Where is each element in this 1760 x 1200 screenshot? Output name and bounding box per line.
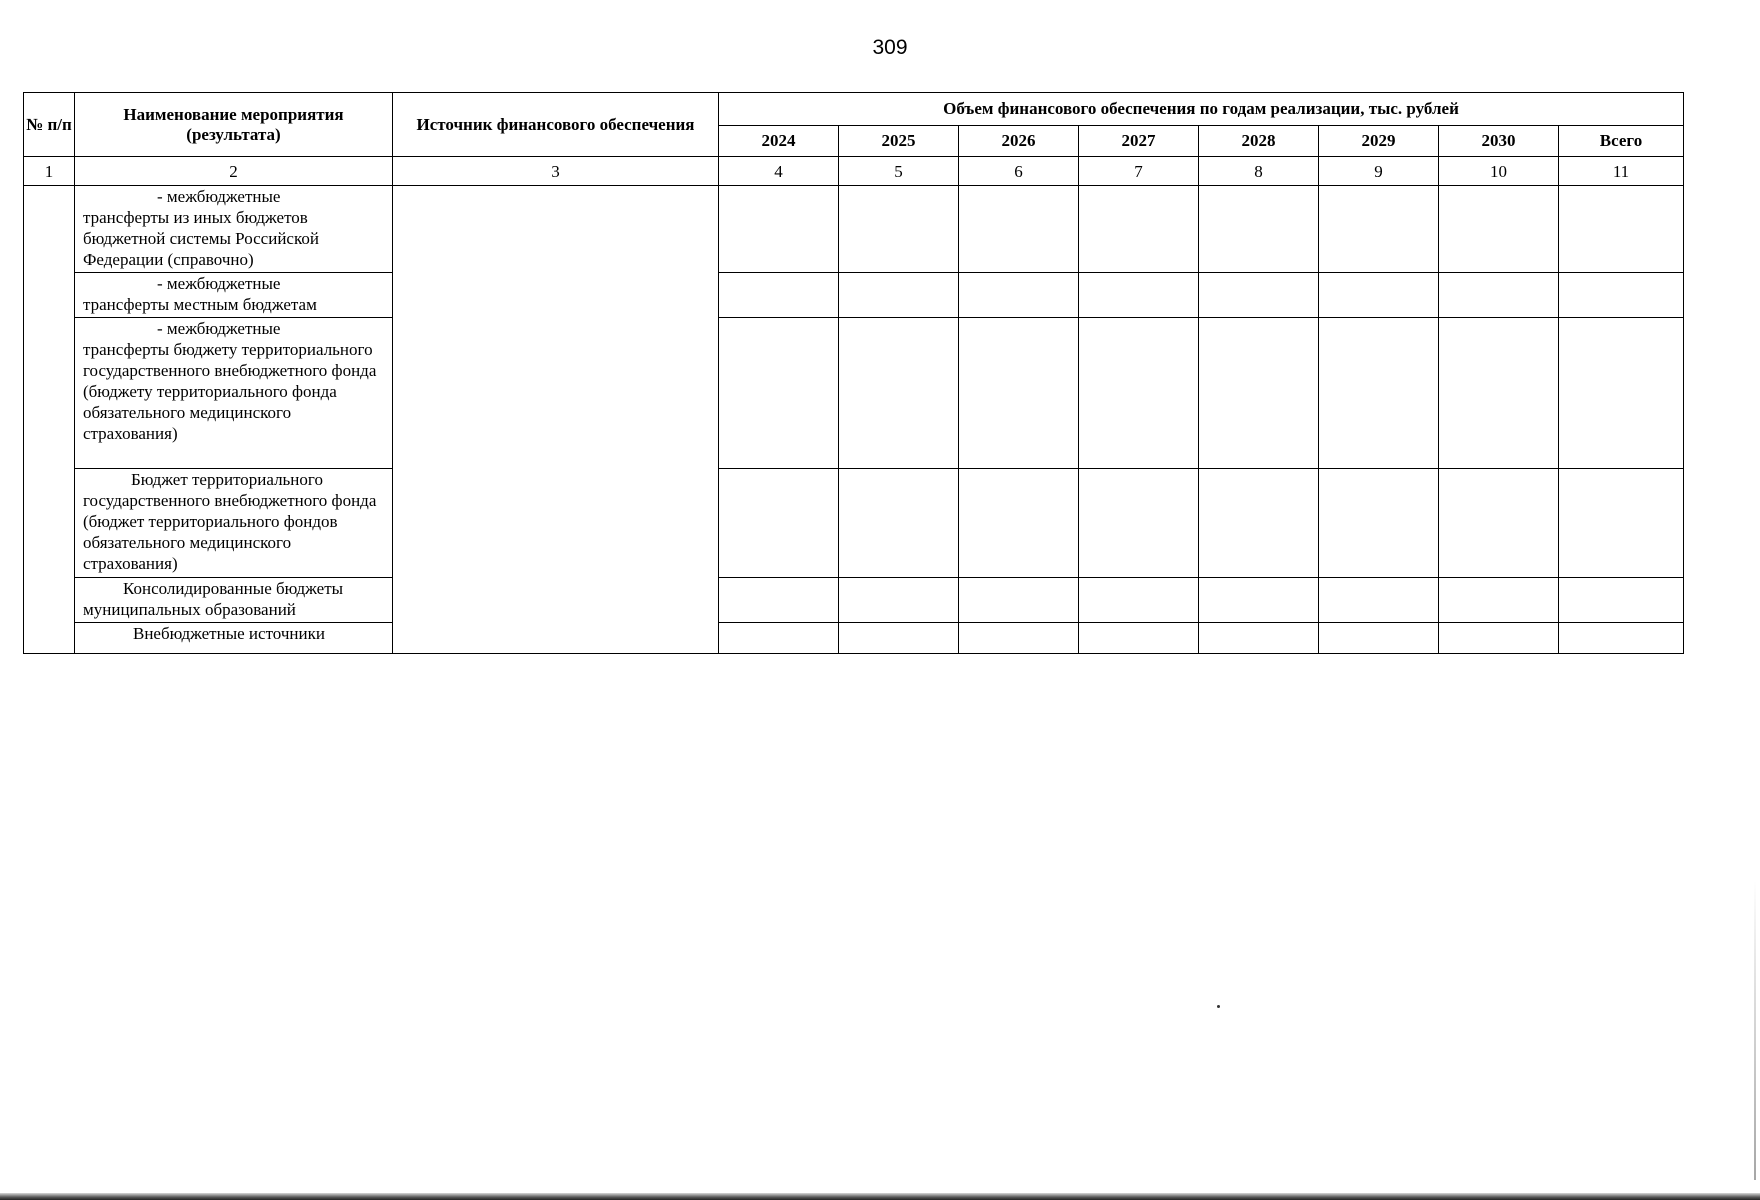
value-cell	[839, 623, 959, 654]
num-cell-empty	[24, 186, 75, 654]
value-cell	[959, 623, 1079, 654]
header-total: Всего	[1559, 126, 1684, 157]
value-cell	[1559, 186, 1684, 273]
value-cell	[959, 469, 1079, 578]
value-cell	[1559, 318, 1684, 469]
row-name-rest: государственного внебюджетного фонда (бюджет территориального фондов обязательного медицинского страхования)	[83, 491, 377, 573]
value-cell	[839, 318, 959, 469]
column-number: 7	[1079, 157, 1199, 186]
table-row	[24, 318, 1684, 469]
row-name-first: Внебюджетные источники	[133, 624, 325, 643]
column-number: 8	[1199, 157, 1319, 186]
value-cell	[1439, 186, 1559, 273]
row-name-first: - межбюджетные	[157, 274, 281, 293]
value-cell	[1199, 623, 1319, 654]
value-cell	[1199, 186, 1319, 273]
value-cell	[1199, 578, 1319, 623]
row-name-cell	[75, 469, 393, 578]
header-num: № п/п	[24, 93, 75, 157]
value-cell	[1559, 578, 1684, 623]
column-number: 11	[1559, 157, 1684, 186]
table-row	[24, 623, 1684, 654]
value-cell	[959, 186, 1079, 273]
row-name-cell	[75, 623, 393, 654]
value-cell	[1439, 623, 1559, 654]
value-cell	[1079, 469, 1199, 578]
row-name-rest: трансферты бюджету территориального государственного внебюджетного фонда (бюджету территориального фонда обязательного медицинского страхования)	[83, 340, 377, 443]
value-cell	[719, 273, 839, 318]
header-year: 2027	[1079, 126, 1199, 157]
value-cell	[1319, 578, 1439, 623]
header-volume: Объем финансового обеспечения по годам реализации, тыс. рублей	[719, 93, 1684, 126]
value-cell	[1559, 623, 1684, 654]
column-number-row	[24, 157, 1684, 186]
value-cell	[719, 186, 839, 273]
value-cell	[959, 318, 1079, 469]
header-year: 2030	[1439, 126, 1559, 157]
value-cell	[1559, 273, 1684, 318]
value-cell	[1319, 318, 1439, 469]
value-cell	[719, 578, 839, 623]
value-cell	[719, 469, 839, 578]
column-number: 9	[1319, 157, 1439, 186]
header-source: Источник финансового обеспечения	[393, 93, 719, 157]
row-name-rest: трансферты из иных бюджетов бюджетной системы Российской Федерации (справочно)	[83, 208, 319, 269]
value-cell	[1079, 623, 1199, 654]
table-row	[24, 578, 1684, 623]
table-row	[24, 273, 1684, 318]
column-number: 1	[24, 157, 75, 186]
value-cell	[839, 469, 959, 578]
row-name-cell	[75, 273, 393, 318]
header-year: 2025	[839, 126, 959, 157]
value-cell	[1439, 469, 1559, 578]
value-cell	[959, 578, 1079, 623]
value-cell	[1319, 623, 1439, 654]
value-cell	[1199, 469, 1319, 578]
row-name-cell	[75, 318, 393, 469]
row-name-rest: муниципальных образований	[83, 600, 296, 619]
row-name-cell	[75, 578, 393, 623]
column-number: 4	[719, 157, 839, 186]
header-year: 2024	[719, 126, 839, 157]
source-cell-empty	[393, 186, 719, 654]
value-cell	[959, 273, 1079, 318]
row-name-first: Бюджет территориального	[131, 470, 323, 489]
header-year: 2029	[1319, 126, 1439, 157]
column-number: 5	[839, 157, 959, 186]
column-number: 2	[75, 157, 393, 186]
page-number: 309	[872, 36, 908, 59]
row-name-rest: трансферты местным бюджетам	[83, 295, 317, 314]
value-cell	[1079, 186, 1199, 273]
row-name-first: - межбюджетные	[157, 187, 281, 206]
scan-right-edge	[1754, 880, 1756, 1180]
value-cell	[719, 623, 839, 654]
value-cell	[1439, 318, 1559, 469]
value-cell	[839, 273, 959, 318]
row-name-cell	[75, 186, 393, 273]
table-row	[24, 186, 1684, 273]
column-number: 3	[393, 157, 719, 186]
scan-bottom-edge	[0, 1193, 1760, 1200]
header-year: 2028	[1199, 126, 1319, 157]
value-cell	[1559, 469, 1684, 578]
value-cell	[1439, 273, 1559, 318]
value-cell	[1199, 318, 1319, 469]
table-row	[24, 469, 1684, 578]
value-cell	[1079, 273, 1199, 318]
column-number: 10	[1439, 157, 1559, 186]
value-cell	[1319, 273, 1439, 318]
value-cell	[1079, 318, 1199, 469]
header-year: 2026	[959, 126, 1079, 157]
scan-speck	[1217, 1005, 1220, 1008]
value-cell	[839, 578, 959, 623]
value-cell	[1079, 578, 1199, 623]
header-name: Наименование мероприятия (результата)	[75, 93, 393, 157]
financing-table	[23, 92, 1684, 654]
value-cell	[719, 318, 839, 469]
column-number: 6	[959, 157, 1079, 186]
value-cell	[1199, 273, 1319, 318]
value-cell	[1439, 578, 1559, 623]
value-cell	[1319, 186, 1439, 273]
value-cell	[839, 186, 959, 273]
row-name-first: Консолидированные бюджеты	[123, 579, 344, 598]
value-cell	[1319, 469, 1439, 578]
row-name-first: - межбюджетные	[157, 319, 281, 338]
